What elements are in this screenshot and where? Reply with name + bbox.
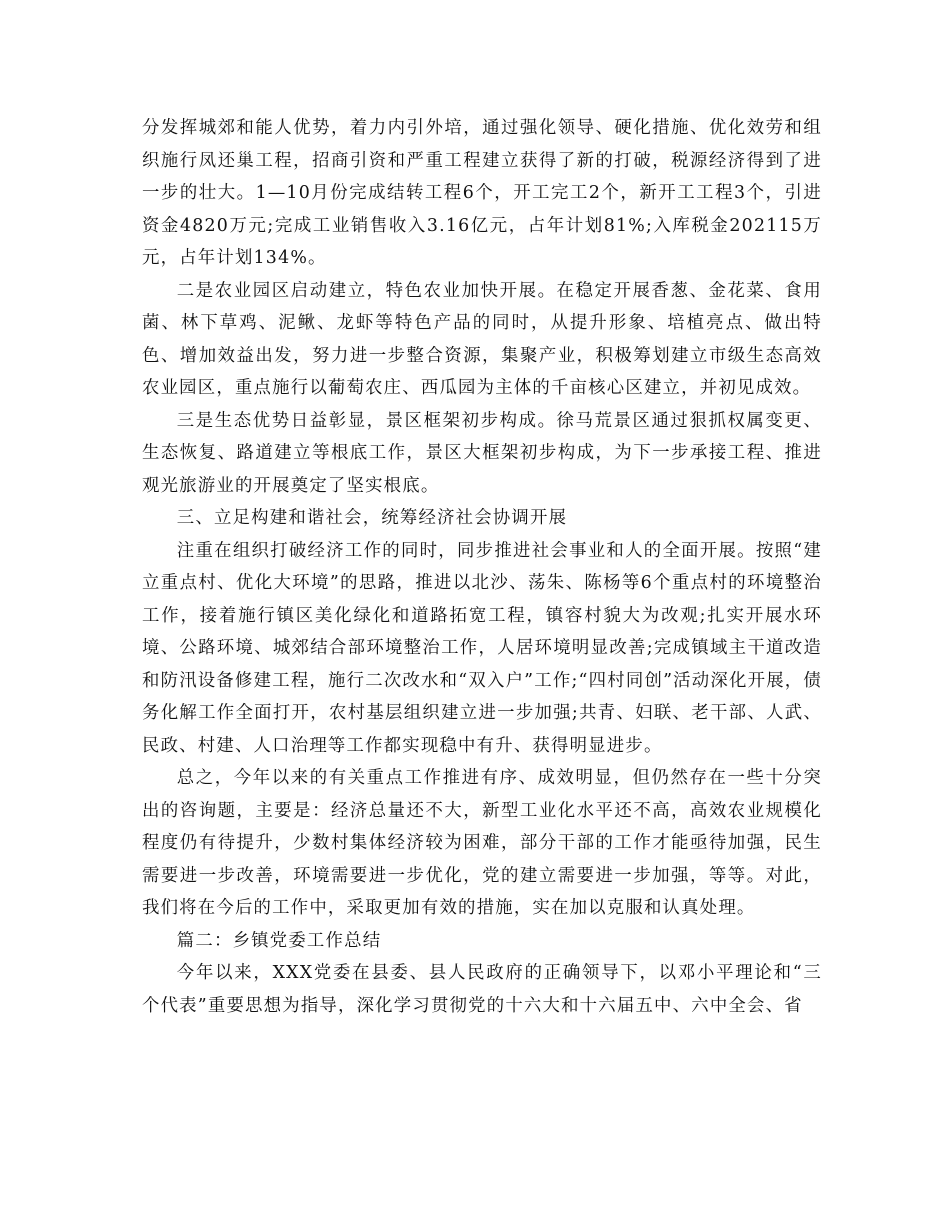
paragraph-6: 今年以来，XXX党委在县委、县人民政府的正确领导下，以邓小平理论和“三个代表”重要思想为指导，深化学习贯彻党的十六大和十六届五中、六中全会、省 bbox=[142, 963, 822, 1016]
paragraph-3: 三是生态优势日益彰显，景区框架初步构成。徐马荒景区通过狠抓权属变更、生态恢复、路道建立等根底工作，景区大框架初步构成，为下一步承接工程、推进观光旅游业的开展奠定了坚实根底。 bbox=[142, 410, 822, 496]
paragraph-2: 二是农业园区启动建立，特色农业加快开展。在稳定开展香葱、金花菜、食用菌、林下草鸡、泥鳅、龙虾等特色产品的同时，从提升形象、培植亮点、做出特色、增加效益出发，努力进一步整合资源，集聚产业，积极筹划建立市级生态高效农业园区，重点施行以葡萄农庄、西瓜园为主体的千亩核心区建立，并初见成效。 bbox=[142, 280, 822, 398]
section-heading: 三、立足构建和谐社会，统筹经济社会协调开展 bbox=[176, 508, 568, 528]
paragraph-5: 总之，今年以来的有关重点工作推进有序、成效明显，但仍然存在一些十分突出的咨询题，主要是：经济总量还不大，新型工业化水平还不高，高效农业规模化程度仍有待提升，少数村集体经济较为困难，部分干部的工作才能亟待加强，民生需要进一步改善，环境需要进一步优化，党的建立需要进一步加强，等等。对此，我们将在今后的工作中，采取更加有效的措施，实在加以克服和认真处理。 bbox=[142, 768, 822, 918]
chapter-heading: 篇二：乡镇党委工作总结 bbox=[176, 930, 382, 951]
paragraph-1: 分发挥城郊和能人优势，着力内引外培，通过强化领导、硬化措施、优化效劳和组织施行凤还巢工程，招商引资和严重工程建立获得了新的打破，税源经济得到了进一步的壮大。1—10月份完成结转工程6个，开工完工2个，新开工工程3个，引进资金4820万元;完成工业销售收入3.16亿元，占年计划81%;入库税金202115万元，占年计划134%。 bbox=[142, 118, 822, 268]
document-page bbox=[142, 112, 822, 1022]
paragraph-4: 注重在组织打破经济工作的同时，同步推进社会事业和人的全面开展。按照“建立重点村、优化大环境”的思路，推进以北沙、荡朱、陈杨等6个重点村的环境整治工作，接着施行镇区美化绿化和道路拓宽工程，镇容村貌大为改观;扎实开展水环境、公路环境、城郊结合部环境整治工作，人居环境明显改善;完成镇域主干道改造和防汛设备修建工程，施行二次改水和“双入户”工作;“四村同创”活动深化开展，债务化解工作全面打开，农村基层组织建立进一步加强;共青、妇联、老干部、人武、民政、村建、人口治理等工作都实现稳中有升、获得明显进步。 bbox=[142, 540, 822, 756]
